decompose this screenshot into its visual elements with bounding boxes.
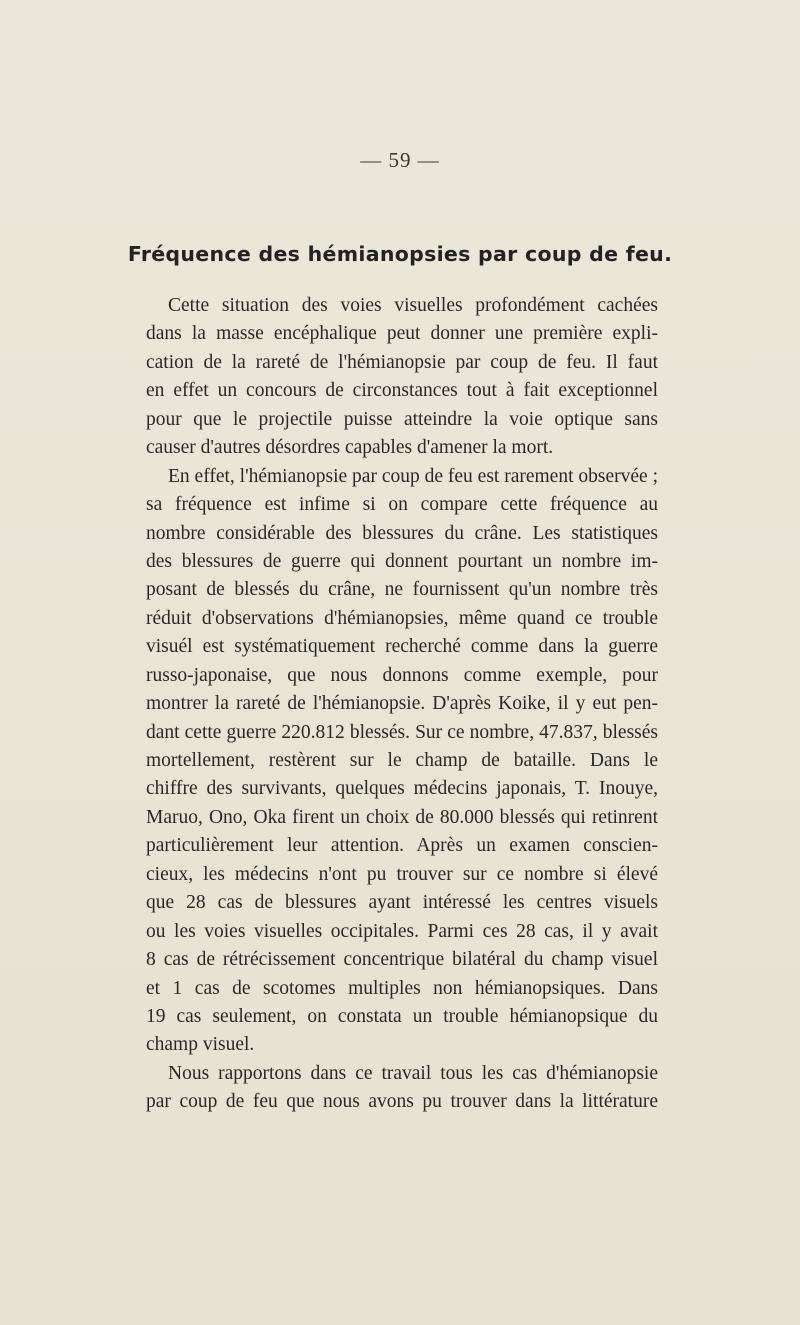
body-text [146,292,658,1117]
text-line: champ visuel. [146,1034,255,1056]
text-line: réduit d'observations d'hémianopsies, même quand ce trouble [146,607,658,629]
text-line: montrer la rareté de l'hémianopsie. D'après Koike, il y eut pen- [146,693,658,715]
paragraph [146,292,658,463]
text-line: En effet, l'hémianopsie par coup de feu est rarement observée ; [168,465,658,487]
paragraph [146,1060,658,1117]
paragraph [146,463,658,1060]
text-line: des blessures de guerre qui donnent pourtant un nombre im- [146,550,658,572]
text-line: en effet un concours de circonstances tout à fait exceptionnel [146,380,658,402]
section-heading: Fréquence des hémianopsies par coup de feu. [127,242,673,266]
text-line: Nous rapportons dans ce travail tous les cas d'hémianopsie [168,1062,658,1084]
text-line: cation de la rareté de l'hémianopsie par coup de feu. Il faut [146,351,658,373]
text-line: sa fréquence est infime si on compare cette fréquence au [146,494,658,516]
text-line: dans la masse encéphalique peut donner une première expli- [146,323,658,345]
text-line: visuél est systématiquement recherché comme dans la guerre [146,636,658,658]
text-line: russo-japonaise, que nous donnons comme exemple, pour [146,664,658,686]
text-line: Maruo, Ono, Oka firent un choix de 80.000 blessés qui retinrent [146,806,658,828]
text-line: cieux, les médecins n'ont pu trouver sur ce nombre si élevé [146,863,658,885]
text-line: mortellement, restèrent sur le champ de bataille. Dans le [146,750,658,771]
text-line: ou les voies visuelles occipitales. Parmi ces 28 cas, il y avait [146,920,658,942]
text-line: causer d'autres désordres capables d'amener la mort. [146,437,554,459]
text-line: pour que le projectile puisse atteindre la voie optique sans [146,408,658,430]
text-line: que 28 cas de blessures ayant intéressé les centres visuels [146,892,658,914]
text-line: par coup de feu que nous avons pu trouver dans la littérature [146,1091,658,1113]
text-line: Cette situation des voies visuelles profondément cachées [168,295,658,316]
text-line: particulièrement leur attention. Après un examen conscien- [146,835,658,857]
text-line: 19 cas seulement, on constata un trouble hémianopsique du [146,1005,658,1027]
text-line: nombre considérable des blessures du crâne. Les statistiques [146,522,658,544]
text-line: dant cette guerre 220.812 blessés. Sur ce nombre, 47.837, blessés [146,721,658,743]
text-line: posant de blessés du crâne, ne fournissent qu'un nombre très [146,579,658,601]
text-line: et 1 cas de scotomes multiples non hémianopsiques. Dans [146,977,658,999]
text-line: 8 cas de rétrécissement concentrique bilatéral du champ visuel [146,949,658,971]
page-number: — 59 — [360,148,440,172]
text-line: chiffre des survivants, quelques médecins japonais, T. Inouye, [146,778,658,800]
